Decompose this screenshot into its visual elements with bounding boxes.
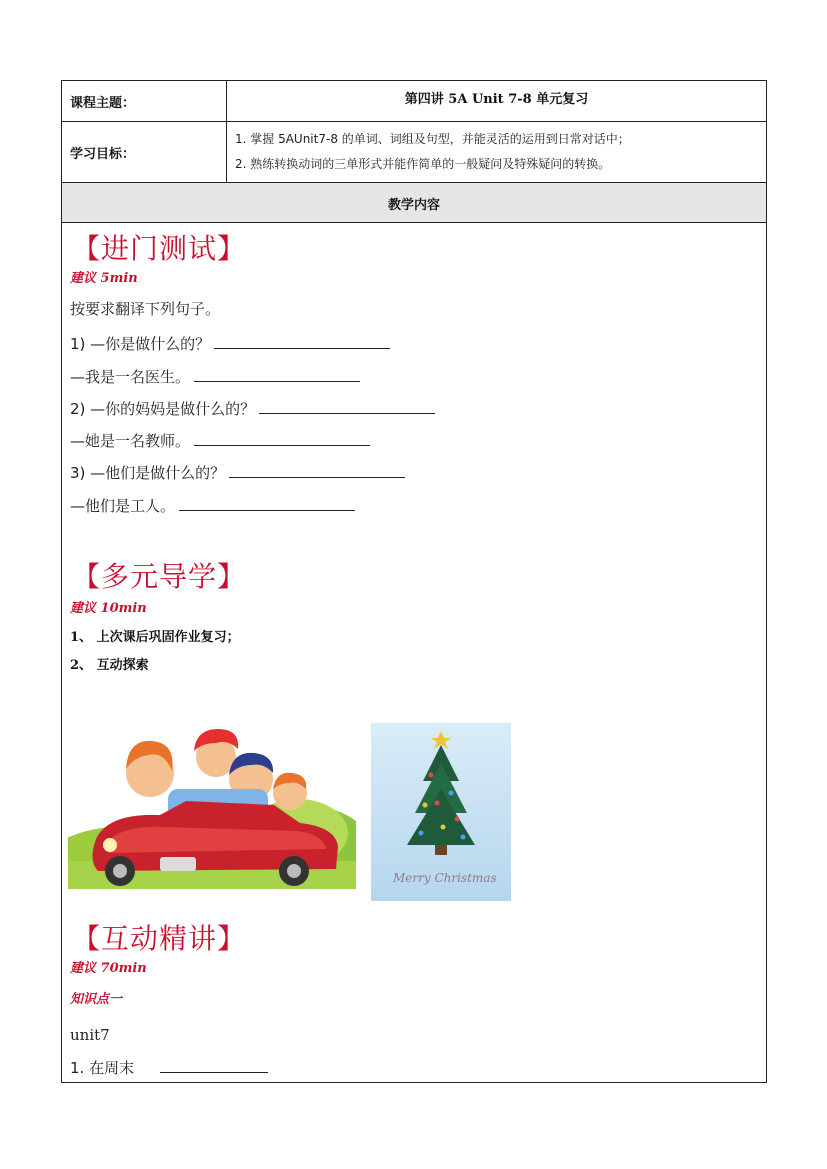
answer-blank[interactable] <box>259 399 435 414</box>
question-line: —他们是工人。 <box>70 495 355 516</box>
section-time: 建议 70min <box>70 961 147 976</box>
content-label: 教学内容 <box>387 198 440 213</box>
answer-blank[interactable] <box>194 367 360 382</box>
section-title-entry-test: 【进门测试】 <box>72 232 247 265</box>
goal-row <box>62 122 766 183</box>
knowledge-point-label: 知识点一 <box>70 992 123 1007</box>
answer-blank[interactable] <box>229 463 405 478</box>
goal-label: 学习目标： <box>62 122 227 182</box>
answer-blank[interactable] <box>214 334 390 349</box>
content-header-row <box>62 183 766 223</box>
family-car-illustration <box>68 721 356 889</box>
topic-value: 第四讲 5A Unit 7-8 单元复习 <box>404 92 589 107</box>
topic-label: 课程主题： <box>62 81 227 121</box>
question-line: 1. 在周末 <box>70 1057 268 1078</box>
christmas-tree-picture <box>371 723 511 901</box>
question-line: 2) —你的妈妈是做什么的？ <box>70 398 435 419</box>
question-line: 3) —他们是做什么的？ <box>70 462 405 483</box>
unit-label: unit7 <box>70 1026 110 1044</box>
content-body <box>62 223 766 1082</box>
list-item: 2、 互动探索 <box>70 658 149 673</box>
section-title-interactive-lecture: 【互动精讲】 <box>72 922 247 955</box>
topic-row <box>62 81 766 122</box>
section-time: 建议 5min <box>70 271 138 286</box>
list-item: 1、 上次课后巩固作业复习； <box>70 630 240 645</box>
answer-blank[interactable] <box>194 431 370 446</box>
answer-blank[interactable] <box>160 1058 268 1073</box>
lesson-sheet <box>61 80 767 1083</box>
section-title-guided-study: 【多元导学】 <box>72 560 247 593</box>
tree-caption: Merry Christmas <box>393 871 497 885</box>
section-time: 建议 10min <box>70 601 147 616</box>
question-line: 1) —你是做什么的？ <box>70 333 390 354</box>
question-line: —她是一名教师。 <box>70 430 370 451</box>
instruction: 按要求翻译下列句子。 <box>70 300 221 318</box>
answer-blank[interactable] <box>179 496 355 511</box>
goal-item: 2. 熟练转换动词的三单形式并能作简单的一般疑问及特殊疑问的转换。 <box>235 157 611 171</box>
question-line: —我是一名医生。 <box>70 366 360 387</box>
goal-item: 1. 掌握 5AUnit7-8 的单词、词组及句型，并能灵活的运用到日常对话中； <box>235 132 630 146</box>
